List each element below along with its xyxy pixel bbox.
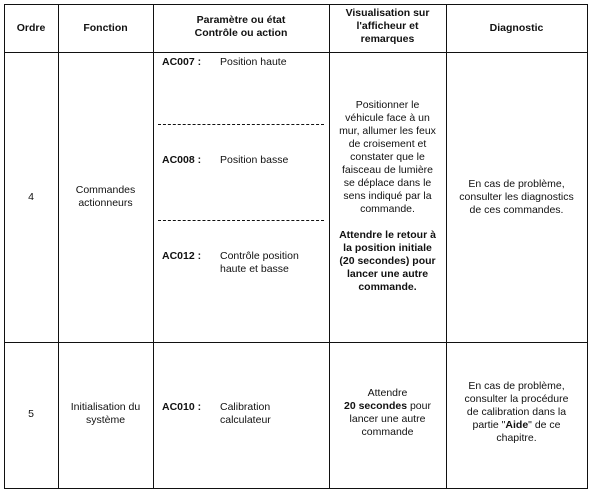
header-visualisation-line3: remarques xyxy=(360,33,415,45)
header-visualisation-line2: l'afficheur et xyxy=(356,20,419,32)
row5-diag-line4 xyxy=(446,419,587,432)
header-parametre-line1: Paramètre ou état xyxy=(196,14,286,26)
table-border-top xyxy=(4,4,588,5)
row5-diag-line3: de calibration dans la xyxy=(466,406,567,418)
row4-vis-line: véhicule face à un xyxy=(345,112,430,124)
header-divider xyxy=(4,52,588,53)
table-border-bottom xyxy=(4,488,588,489)
row4-vis-line: sens indiqué par la xyxy=(343,190,432,202)
param-label-ac008: Position basse xyxy=(220,154,289,166)
param-code-ac007: AC007 : xyxy=(162,56,202,68)
row5-vis-line2 xyxy=(329,400,446,413)
row4-vis-line: constater que le xyxy=(350,151,425,163)
row5-diag-line4-post: " de ce xyxy=(528,419,561,431)
param-separator-1 xyxy=(158,124,324,125)
param-label-ac010 xyxy=(220,401,271,427)
header-ordre: Ordre xyxy=(16,22,46,34)
header-visualisation xyxy=(329,7,446,46)
row5-visualisation xyxy=(329,387,446,439)
row4-diag-line: de ces commandes. xyxy=(469,204,564,216)
row4-vis-bold-line: la position initiale xyxy=(343,242,432,254)
row4-fonction-line1: Commandes xyxy=(75,184,136,196)
row4-vis-line: de croisement et xyxy=(348,138,427,150)
row4-vis-bold-line: lancer une autre xyxy=(346,268,429,280)
row5-fonction-line1: Initialisation du xyxy=(70,401,141,413)
header-parametre-line2: Contrôle ou action xyxy=(194,27,288,39)
param-label-ac010-line2: calculateur xyxy=(220,414,271,426)
param-label-ac007: Position haute xyxy=(220,56,287,68)
header-diagnostic: Diagnostic xyxy=(489,22,544,34)
header-fonction: Fonction xyxy=(83,22,128,34)
param-code-ac012: AC012 : xyxy=(162,250,202,262)
param-label-ac012-line1: Contrôle position xyxy=(220,250,299,262)
row4-ordre: 4 xyxy=(28,191,34,203)
row5-fonction-line2: système xyxy=(85,414,126,426)
row4-vis-line: commande. xyxy=(360,203,415,215)
row4-vis-bold-line: Attendre le retour à xyxy=(339,229,436,241)
col-divider-2 xyxy=(153,4,154,489)
row4-vis-bold-line: commande. xyxy=(358,281,417,293)
row5-vis-line3: lancer une autre xyxy=(349,413,426,425)
row5-diagnostic xyxy=(446,380,587,445)
param-code-ac010: AC010 : xyxy=(162,401,202,413)
row5-vis-line4: commande xyxy=(361,426,414,438)
param-label-ac012 xyxy=(220,250,299,276)
row5-fonction xyxy=(58,401,153,427)
row4-fonction-line2: actionneurs xyxy=(78,197,133,209)
row4-vis-line: mur, allumer les feux xyxy=(339,125,436,137)
row4-diagnostic xyxy=(446,178,587,217)
row-divider xyxy=(4,342,588,343)
header-parametre xyxy=(153,14,329,40)
row4-vis-line: se déplace dans le xyxy=(343,177,432,189)
row5-ordre: 5 xyxy=(28,408,34,420)
row5-diag-line5: chapitre. xyxy=(496,432,537,444)
row5-diag-line4-pre: partie " xyxy=(472,419,506,431)
row5-vis-line2-bold: 20 secondes xyxy=(344,400,408,412)
row5-vis-line2-rest: pour xyxy=(407,400,431,412)
row4-diag-line: consulter les diagnostics xyxy=(459,191,574,203)
param-separator-2 xyxy=(158,220,324,221)
param-label-ac010-line1: Calibration xyxy=(220,401,271,413)
row5-diag-line2: consulter la procédure xyxy=(464,393,569,405)
row4-vis-bold-line: (20 secondes) pour xyxy=(339,255,436,267)
header-visualisation-line1: Visualisation sur xyxy=(345,7,430,19)
param-label-ac012-line2: haute et basse xyxy=(220,263,289,275)
table-border-right xyxy=(587,4,588,489)
row4-visualisation-normal xyxy=(329,99,446,216)
row4-visualisation-bold xyxy=(329,229,446,294)
row4-diag-line: En cas de problème, xyxy=(468,178,565,190)
row5-diag-line4-bold: Aide xyxy=(505,419,529,431)
param-code-ac008: AC008 : xyxy=(162,154,202,166)
row5-vis-line1: Attendre xyxy=(367,387,408,399)
row5-diag-line1: En cas de problème, xyxy=(468,380,565,392)
row4-vis-line: faisceau de lumière xyxy=(341,164,434,176)
row4-fonction xyxy=(58,184,153,210)
row4-vis-line: Positionner le xyxy=(355,99,420,111)
